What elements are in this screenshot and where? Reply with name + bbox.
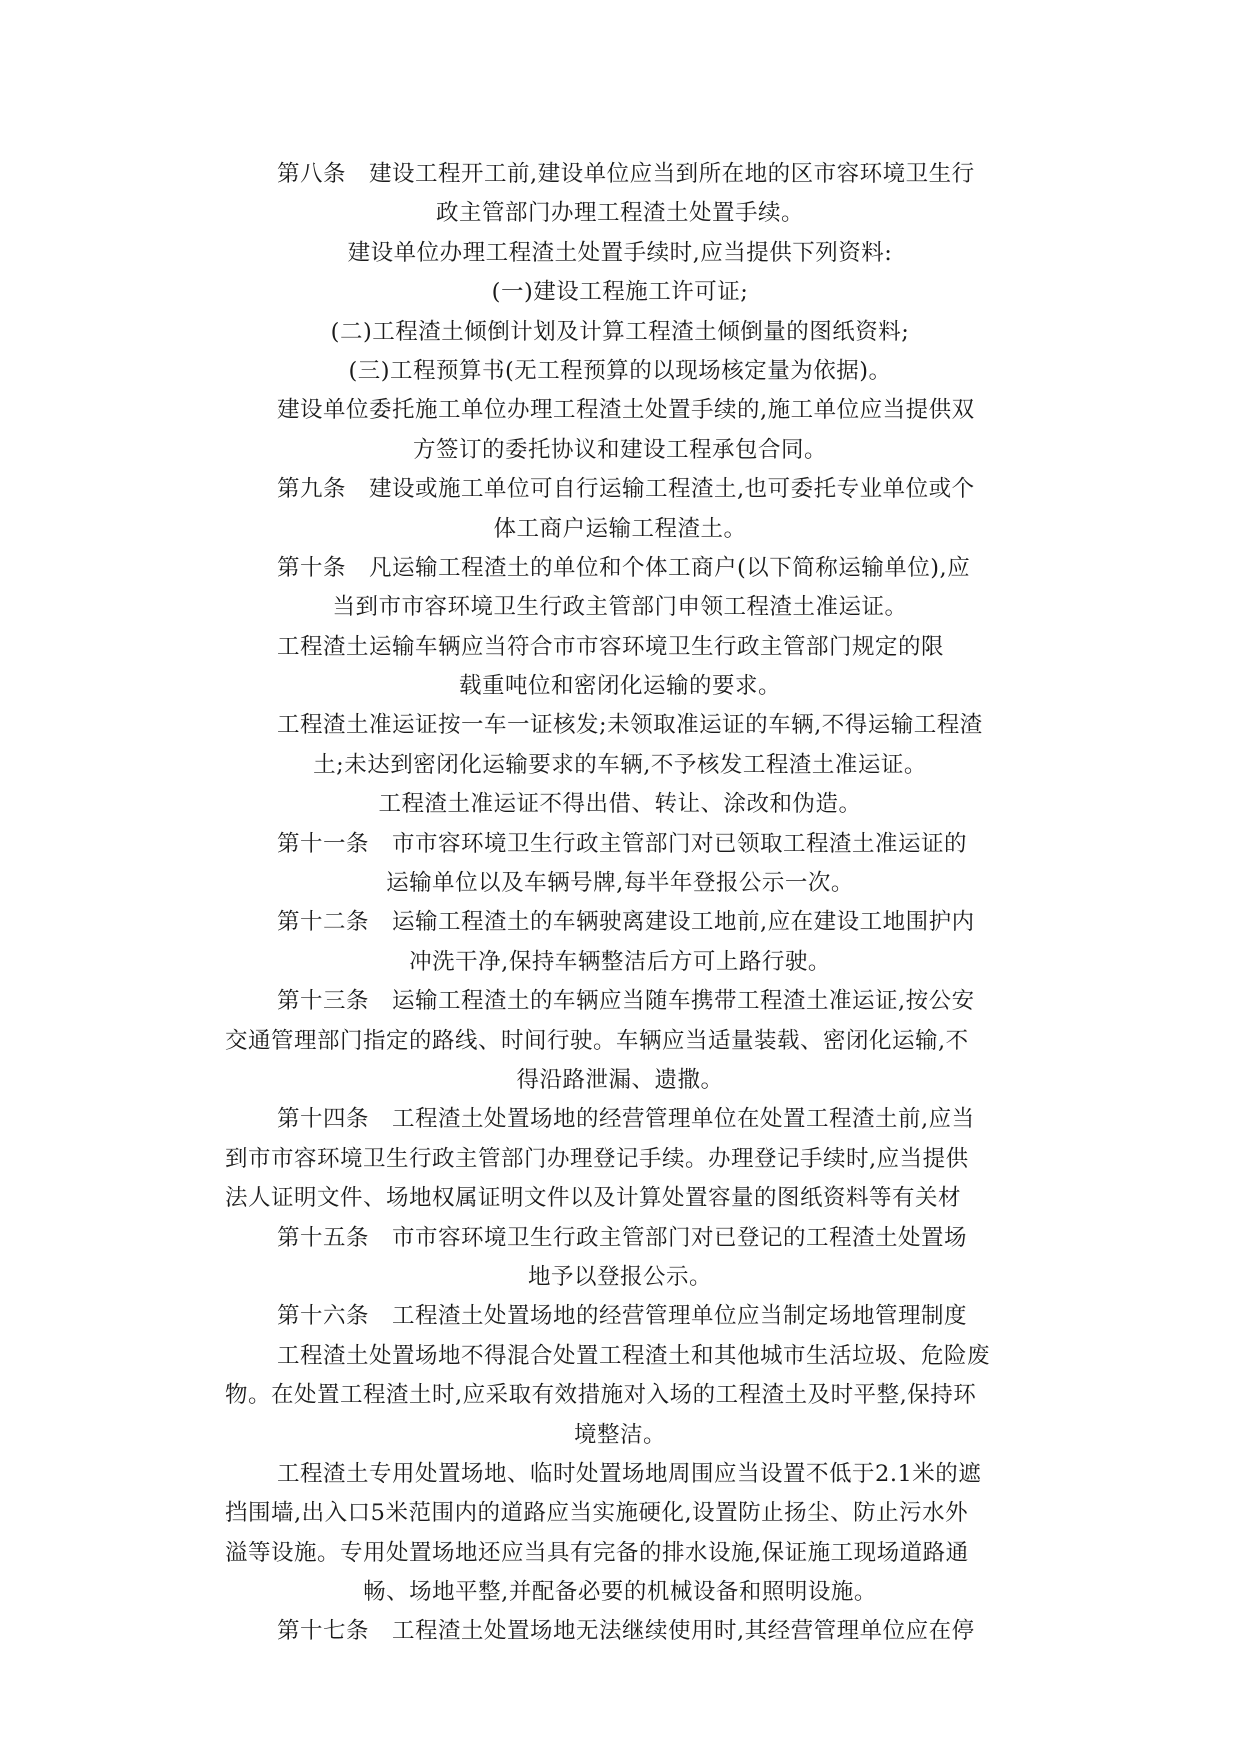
text-line: 工程渣土运输车辆应当符合市市容环境卫生行政主管部门规定的限 xyxy=(277,633,945,660)
text-line: 第十二条 运输工程渣土的车辆驶离建设工地前,应在建设工地围护内 xyxy=(277,909,975,936)
text-line: 第十五条 市市容环境卫生行政主管部门对已登记的工程渣土处置场 xyxy=(277,1224,968,1251)
text-line: 第十七条 工程渣土处置场地无法继续使用时,其经营管理单位应在停 xyxy=(277,1618,975,1645)
text-line: (一)建设工程施工许可证; xyxy=(491,279,749,306)
text-line: 地予以登报公示。 xyxy=(527,1263,712,1290)
text-line: 建设单位委托施工单位办理工程渣土处置手续的,施工单位应当提供双 xyxy=(277,397,975,424)
text-line: (二)工程渣土倾倒计划及计算工程渣土倾倒量的图纸资料; xyxy=(330,318,910,345)
text-line: 方签订的委托协议和建设工程承包合同。 xyxy=(412,436,827,463)
text-line: 第十一条 市市容环境卫生行政主管部门对已领取工程渣土准运证的 xyxy=(277,830,968,857)
text-line: 工程渣土准运证按一车一证核发;未领取准运证的车辆,不得运输工程渣 xyxy=(277,712,983,739)
text-line: 运输单位以及车辆号牌,每半年登报公示一次。 xyxy=(386,870,854,897)
text-line: 第十条 凡运输工程渣土的单位和个体工商户(以下简称运输单位),应 xyxy=(277,554,971,581)
text-line: 冲洗干净,保持车辆整洁后方可上路行驶。 xyxy=(409,948,831,975)
text-line: 畅、场地平整,并配备必要的机械设备和照明设施。 xyxy=(363,1579,877,1606)
text-line: 第八条 建设工程开工前,建设单位应当到所在地的区市容环境卫生行 xyxy=(277,161,975,187)
text-line: 第十六条 工程渣土处置场地的经营管理单位应当制定场地管理制度 xyxy=(277,1303,968,1330)
text-line: 第十三条 运输工程渣土的车辆应当随车携带工程渣土准运证,按公安 xyxy=(277,988,975,1015)
text-line: 政主管部门办理工程渣土处置手续。 xyxy=(435,200,804,227)
text-line: 挡围墙,出入口5米范围内的道路应当实施硬化,设置防止扬尘、防止污水外 xyxy=(225,1500,969,1527)
text-line: (三)工程预算书(无工程预算的以现场核定量为依据)。 xyxy=(348,357,892,384)
text-line: 工程渣土处置场地不得混合处置工程渣土和其他城市生活垃圾、危险废 xyxy=(277,1342,991,1369)
text-line: 第九条 建设或施工单位可自行运输工程渣土,也可委托专业单位或个 xyxy=(277,476,975,503)
text-line: 土;未达到密闭化运输要求的车辆,不予核发工程渣土准运证。 xyxy=(313,751,927,778)
text-line: 当到市市容环境卫生行政主管部门申领工程渣土准运证。 xyxy=(332,594,908,621)
document-body xyxy=(225,155,1015,1652)
text-line: 法人证明文件、场地权属证明文件以及计算处置容量的图纸资料等有关材 xyxy=(225,1185,962,1212)
text-line: 交通管理部门指定的路线、时间行驶。车辆应当适量装载、密闭化运输,不 xyxy=(225,1027,969,1054)
text-line: 载重吨位和密闭化运输的要求。 xyxy=(458,673,781,700)
text-line: 物。在处置工程渣土时,应采取有效措施对入场的工程渣土及时平整,保持环 xyxy=(225,1382,977,1409)
text-line: 境整洁。 xyxy=(573,1421,666,1448)
text-line: 体工商户运输工程渣土。 xyxy=(493,515,747,542)
text-line: 溢等设施。专用处置场地还应当具有完备的排水设施,保证施工现场道路通 xyxy=(225,1539,969,1566)
text-line: 工程渣土准运证不得出借、转让、涂改和伪造。 xyxy=(378,791,862,818)
text-line: 到市市容环境卫生行政主管部门办理登记手续。办理登记手续时,应当提供 xyxy=(225,1145,969,1172)
text-line: 得沿路泄漏、遗撒。 xyxy=(516,1066,724,1093)
text-line: 建设单位办理工程渣土处置手续时,应当提供下列资料: xyxy=(347,239,893,266)
text-line: 第十四条 工程渣土处置场地的经营管理单位在处置工程渣土前,应当 xyxy=(277,1106,975,1133)
text-line: 工程渣土专用处置场地、临时处置场地周围应当设置不低于2.1米的遮 xyxy=(277,1460,982,1487)
